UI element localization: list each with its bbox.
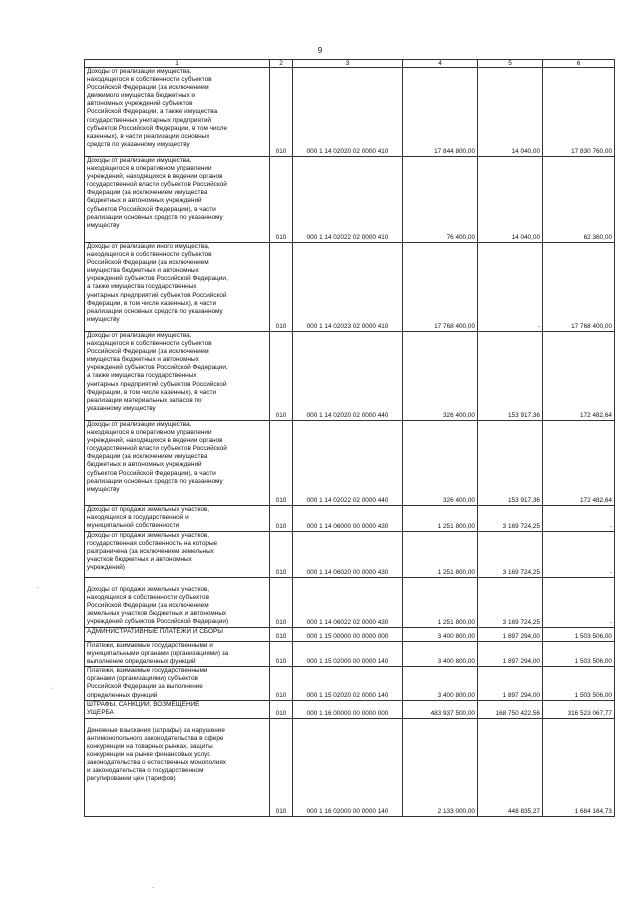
table-row <box>85 68 615 157</box>
row-approved-amount: 1 251 800,00 <box>403 532 478 578</box>
column-header: 5 <box>478 60 543 68</box>
table-row <box>85 667 615 700</box>
row-description: Денежные взыскания (штрафы) за нарушение антимонопольного законодательства в сфере конкуренции на товарных рынках, защиты конкуренции на рынке финансовых услуг, законодательства о естественных монополиях и законодательства о государственном регулировании цен (тарифов) <box>85 718 270 816</box>
row-description: Доходы от реализации имущества, находящегося в собственности субъектов Российской Федерации (за исключением имущества бюджетных и автономных учреждений субъектов Российской Федерации, а также имущества государственных унитарных предприятий субъектов Российской Федерации, в том числе казенных), в части реализации материальных запасов по указанному имуществу <box>85 332 270 421</box>
row-executed-amount: 153 917,36 <box>478 421 543 506</box>
row-budget-code: 000 1 16 00000 00 0000 000 <box>293 700 403 718</box>
margin-dot: . <box>152 883 154 890</box>
table-header-row <box>85 60 615 68</box>
row-budget-code: 000 1 15 02020 02 0000 140 <box>293 667 403 700</box>
row-budget-code: 000 1 14 06020 00 0000 430 <box>293 532 403 578</box>
row-line-code: 010 <box>270 332 293 421</box>
row-budget-code: 000 1 15 02000 00 0000 140 <box>293 642 403 667</box>
row-line-code: 010 <box>270 157 293 243</box>
row-unexecuted-amount: - <box>543 532 615 578</box>
row-approved-amount: 3 400 800,00 <box>403 667 478 700</box>
row-description: Доходы от продажи земельных участков, находящихся в собственности субъектов Российской Федерации (за исключением земельных участков бюджетных и автономных учреждений субъектов Российской Федерации) <box>85 578 270 628</box>
table-row <box>85 532 615 578</box>
row-description: Доходы от реализации имущества, находящегося в оперативном управлении учреждений, находящихся в ведении органов государственной власти субъектов Российской Федерации (за исключением имущества бюджетных и автономных учреждений субъектов Российской Федерации), в части реализации основных средств по указанному имуществу <box>85 421 270 506</box>
row-approved-amount: 2 133 000,00 <box>403 718 478 816</box>
row-budget-code: 000 1 14 02020 02 0000 410 <box>293 68 403 157</box>
row-unexecuted-amount: 1 503 506,00 <box>543 667 615 700</box>
row-line-code: 010 <box>270 700 293 718</box>
row-line-code: 010 <box>270 642 293 667</box>
row-budget-code: 000 1 14 06022 02 0000 430 <box>293 578 403 628</box>
row-unexecuted-amount: 172 482,64 <box>543 332 615 421</box>
revenue-table-body <box>85 60 615 817</box>
row-line-code: 010 <box>270 718 293 816</box>
row-description: Доходы от продажи земельных участков, находящихся в государственной и муниципальной собственности <box>85 506 270 532</box>
row-executed-amount: 153 917,36 <box>478 332 543 421</box>
row-executed-amount: 168 750 422,56 <box>478 700 543 718</box>
table-row <box>85 700 615 718</box>
row-executed-amount: 3 169 724,25 <box>478 578 543 628</box>
row-description: Доходы от реализации имущества, находящегося в собственности субъектов Российской Федерации (за исключением движимого имущества бюджетных и автономных учреждений субъектов Российской Федерации, а также имущества государственных унитарных предприятий субъектов Российской Федерации, в том числе казенных), в части реализации основных средств по указанному имуществу <box>85 68 270 157</box>
table-row <box>85 628 615 642</box>
table-row <box>85 718 615 816</box>
page-number: 9 <box>317 46 323 55</box>
row-executed-amount: 3 169 724,25 <box>478 506 543 532</box>
row-line-code: 010 <box>270 532 293 578</box>
row-approved-amount: 1 251 800,00 <box>403 506 478 532</box>
column-header: 4 <box>403 60 478 68</box>
row-description: Доходы от реализации имущества, находящегося в оперативном управлении учреждений, находящихся в ведении органов государственной власти субъектов Российской Федерации (за исключением имущества бюджетных и автономных учреждений субъектов Российской Федерации), в части реализации основных средств по указанному имуществу <box>85 157 270 243</box>
row-unexecuted-amount: 17 768 400,00 <box>543 243 615 332</box>
row-unexecuted-amount: 62 360,00 <box>543 157 615 243</box>
row-unexecuted-amount: 316 523 067,77 <box>543 700 615 718</box>
row-approved-amount: 76 400,00 <box>403 157 478 243</box>
row-description: Доходы от продажи земельных участков, государственная собственность на которые разграничена (за исключением земельных участков бюджетных и автономных учреждений) <box>85 532 270 578</box>
row-budget-code: 000 1 14 02023 02 0000 410 <box>293 243 403 332</box>
row-executed-amount: 3 169 724,25 <box>478 532 543 578</box>
margin-dot: . <box>37 583 39 590</box>
table-row <box>85 506 615 532</box>
row-budget-code: 000 1 14 02022 02 0000 440 <box>293 421 403 506</box>
row-approved-amount: 326 400,00 <box>403 332 478 421</box>
row-executed-amount: 1 897 294,00 <box>478 628 543 642</box>
row-line-code: 010 <box>270 667 293 700</box>
row-description: Платежи, взимаемые государственными и муниципальными органами (организациями) за выполнение определенных функций <box>85 642 270 667</box>
table-row <box>85 642 615 667</box>
row-approved-amount: 3 400 800,00 <box>403 628 478 642</box>
row-description: Доходы от реализации иного имущества, находящегося в собственности субъектов Российской Федерации (за исключением имущества бюджетных и автономных учреждений субъектов Российской Федерации, а также имущества государственных унитарных предприятий субъектов Российской Федерации, в том числе казенных), в части реализации основных средств по указанному имуществу <box>85 243 270 332</box>
row-unexecuted-amount: 1 684 164,73 <box>543 718 615 816</box>
row-budget-code: 000 1 14 02020 02 0000 440 <box>293 332 403 421</box>
row-executed-amount: 448 835,27 <box>478 718 543 816</box>
row-approved-amount: 483 937 500,00 <box>403 700 478 718</box>
row-line-code: 010 <box>270 421 293 506</box>
row-approved-amount: 3 400 800,00 <box>403 642 478 667</box>
row-approved-amount: 1 251 800,00 <box>403 578 478 628</box>
table-row <box>85 421 615 506</box>
column-header: 2 <box>270 60 293 68</box>
column-header: 3 <box>293 60 403 68</box>
margin-dot: · <box>50 685 53 692</box>
row-executed-amount: 14 040,00 <box>478 157 543 243</box>
row-executed-amount: 1 897 294,00 <box>478 642 543 667</box>
row-unexecuted-amount: - <box>543 578 615 628</box>
row-executed-amount: 14 040,00 <box>478 68 543 157</box>
row-line-code: 010 <box>270 243 293 332</box>
row-unexecuted-amount: 17 830 760,00 <box>543 68 615 157</box>
table-row <box>85 578 615 628</box>
row-approved-amount: 17 768 400,00 <box>403 243 478 332</box>
row-approved-amount: 326 400,00 <box>403 421 478 506</box>
row-line-code: 010 <box>270 506 293 532</box>
row-description: ШТРАФЫ, САНКЦИИ, ВОЗМЕЩЕНИЕ УЩЕРБА <box>85 700 270 718</box>
table-row <box>85 243 615 332</box>
row-budget-code: 000 1 16 02000 00 0000 140 <box>293 718 403 816</box>
row-unexecuted-amount: 172 482,64 <box>543 421 615 506</box>
row-unexecuted-amount: 1 503 506,00 <box>543 642 615 667</box>
row-line-code: 010 <box>270 68 293 157</box>
row-executed-amount: - <box>478 243 543 332</box>
table-row <box>85 332 615 421</box>
column-header: 6 <box>543 60 615 68</box>
row-unexecuted-amount: - <box>543 506 615 532</box>
revenue-table <box>84 59 615 817</box>
row-line-code: 010 <box>270 628 293 642</box>
row-executed-amount: 1 897 294,00 <box>478 667 543 700</box>
row-description: Платежи, взимаемые государственными органами (организациями) субъектов Российской Федерации за выполнение определенных функций <box>85 667 270 700</box>
row-budget-code: 000 1 14 02022 02 0000 410 <box>293 157 403 243</box>
row-line-code: 010 <box>270 578 293 628</box>
row-budget-code: 000 1 15 00000 00 0000 000 <box>293 628 403 642</box>
row-description: АДМИНИСТРАТИВНЫЕ ПЛАТЕЖИ И СБОРЫ <box>85 628 270 642</box>
row-unexecuted-amount: 1 503 506,00 <box>543 628 615 642</box>
row-budget-code: 000 1 14 06000 00 0000 430 <box>293 506 403 532</box>
row-approved-amount: 17 844 800,00 <box>403 68 478 157</box>
column-header: 1 <box>85 60 270 68</box>
table-row <box>85 157 615 243</box>
